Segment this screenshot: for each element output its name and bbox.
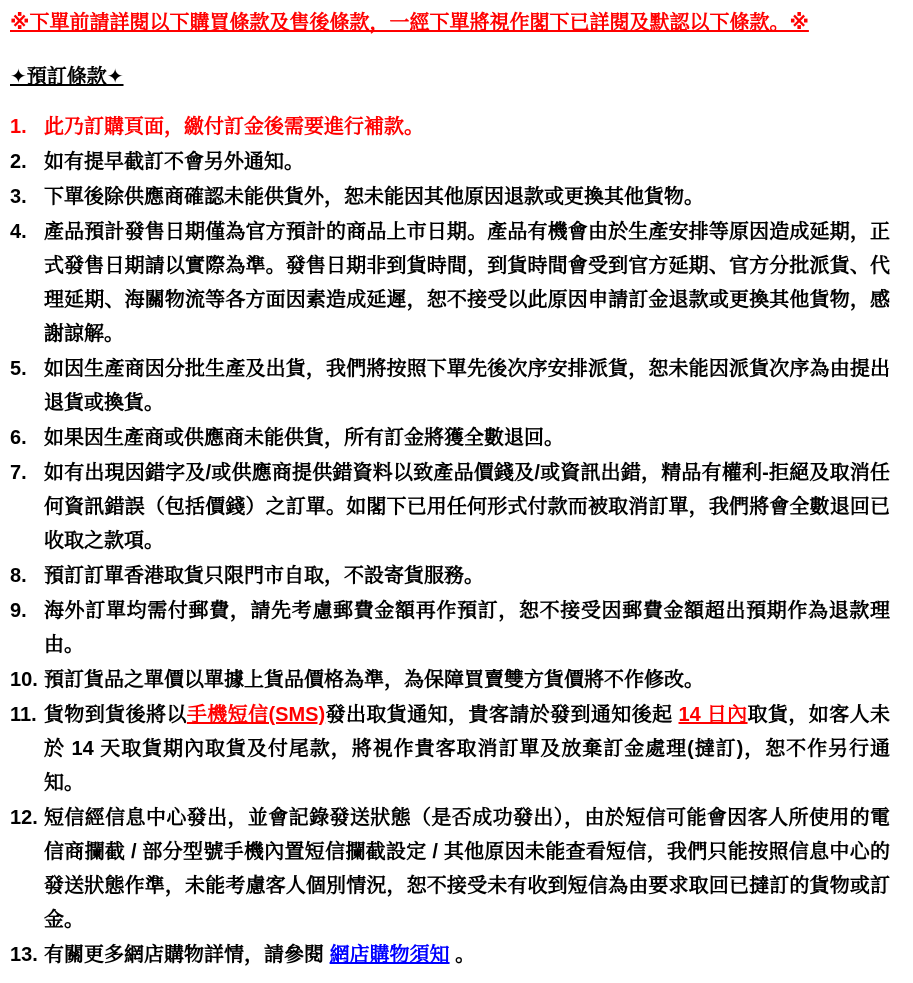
term-segment: 取貨，如客人未於 14 天取貨期內取貨及付尾款，將視作貴客取消訂單及放棄訂金處理(撻訂)，恕不作另行通知。 (44, 704, 891, 794)
term-item (10, 456, 890, 558)
term-text (44, 145, 890, 179)
store-shopping-guide-link[interactable]: 網店購物須知 (329, 944, 450, 966)
term-segment: 產品預計發售日期僅為官方預計的商品上市日期。產品有機會由於生產安排等原因造成延期，正式發售日期請以實際為準。發售日期非到貨時間，到貨時間會受到官方延期、官方分批派貨、代理延期、海關物流等各方面因素造成延遲，恕不接受以此原因申請訂金退款或更換其他貨物，感謝諒解。 (44, 221, 890, 345)
highlighted-term-text: 14 日內 (678, 704, 748, 726)
term-number: 11. (10, 704, 37, 726)
term-number: 7. (10, 462, 27, 484)
term-number: 1. (10, 116, 27, 138)
term-item (10, 698, 890, 800)
term-number: 5. (10, 358, 27, 380)
term-number: 8. (10, 565, 27, 587)
term-item (10, 421, 890, 455)
term-segment: 下單後除供應商確認未能供貨外，恕未能因其他原因退款或更換其他貨物。 (44, 186, 704, 208)
term-segment: 貨物到貨後將以 (44, 704, 187, 726)
term-number: 3. (10, 186, 27, 208)
term-item (10, 145, 890, 179)
term-number: 10. (10, 669, 38, 691)
term-item (10, 110, 890, 144)
term-text (44, 801, 890, 937)
term-text (44, 421, 890, 455)
term-item (10, 594, 890, 662)
term-segment: 有關更多網店購物詳情，請參閱 (44, 944, 330, 966)
term-text (44, 559, 890, 593)
term-text (44, 110, 890, 144)
page-title: ※下單前請詳閱以下購買條款及售後條款，一經下單將視作閣下已詳閱及默認以下條款。※ (10, 12, 809, 34)
term-text (44, 180, 890, 214)
term-number: 2. (10, 151, 27, 173)
term-segment: 如果因生產商或供應商未能供貨，所有訂金將獲全數退回。 (44, 427, 564, 449)
section-heading-preorder-terms: ✦預訂條款✦ (10, 66, 124, 88)
term-number: 12. (10, 807, 38, 829)
highlighted-term-text: 手機短信(SMS) (186, 704, 326, 726)
term-segment: 如有出現因錯字及/或供應商提供錯資料以致產品價錢及/或資訊出錯，精品有權利-拒絕及取消任何資訊錯誤（包括價錢）之訂單。如閣下已用任何形式付款而被取消訂單，我們將會全數退回已收取之款項。 (44, 462, 890, 552)
term-item (10, 215, 890, 351)
term-segment: 發出取貨通知，貴客請於發到通知後起 (325, 704, 679, 726)
term-text (44, 663, 890, 697)
term-number: 9. (10, 600, 27, 622)
term-segment: 短信經信息中心發出，並會記錄發送狀態（是否成功發出），由於短信可能會因客人所使用的電信商攔截 / 部分型號手機內置短信攔截設定 / 其他原因未能查看短信，我們只能按照信息中心的發送狀態作準，未能考慮客人個別情況，恕不接受未有收到短信為由要求取回已撻訂的貨物或訂金。 (44, 807, 890, 931)
term-text (44, 456, 890, 558)
term-segment: 如因生產商因分批生產及出貨，我們將按照下單先後次序安排派貨，恕未能因派貨次序為由提出退貨或換貨。 (44, 358, 890, 414)
term-number: 6. (10, 427, 27, 449)
term-text (44, 594, 890, 662)
term-item (10, 801, 890, 937)
term-segment: 海外訂單均需付郵費，請先考慮郵費金額再作預訂，恕不接受因郵費金額超出預期作為退款理由。 (44, 600, 890, 656)
term-text (44, 938, 890, 972)
term-segment: 此乃訂購頁面，繳付訂金後需要進行補款。 (44, 116, 424, 138)
term-item (10, 663, 890, 697)
term-item (10, 938, 890, 972)
term-segment: 。 (449, 944, 476, 966)
term-item (10, 180, 890, 214)
term-number: 13. (10, 944, 38, 966)
term-item (10, 559, 890, 593)
terms-list (10, 110, 890, 972)
term-segment: 預訂貨品之單價以單據上貨品價格為準，為保障買賣雙方貨價將不作修改。 (44, 669, 704, 691)
term-item (10, 352, 890, 420)
term-text (44, 215, 890, 351)
term-text (44, 698, 890, 800)
term-segment: 如有提早截訂不會另外通知。 (44, 151, 304, 173)
term-text (44, 352, 890, 420)
term-number: 4. (10, 221, 27, 243)
term-segment: 預訂訂單香港取貨只限門市自取，不設寄貨服務。 (44, 565, 484, 587)
